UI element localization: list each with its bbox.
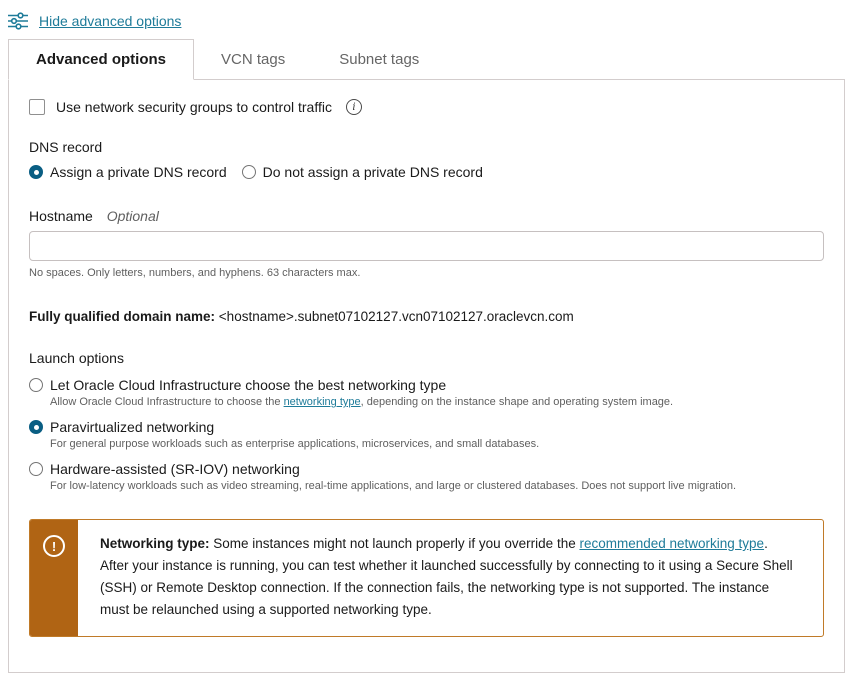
radio-assign-private-dns[interactable] xyxy=(29,164,227,180)
advanced-options-panel xyxy=(8,79,845,673)
fqdn-label: Fully qualified domain name: xyxy=(29,309,216,324)
radio-sriov-networking[interactable] xyxy=(29,461,824,477)
launch-option-auto xyxy=(29,377,824,408)
radio-label: Let Oracle Cloud Infrastructure choose the best networking type xyxy=(50,377,447,393)
radio-label: Assign a private DNS record xyxy=(50,164,227,180)
radio-label: Do not assign a private DNS record xyxy=(262,164,483,180)
hostname-helper-text: No spaces. Only letters, numbers, and hyphens. 63 characters max. xyxy=(29,267,361,279)
hostname-optional-label: Optional xyxy=(106,208,159,224)
hostname-input[interactable] xyxy=(29,231,824,261)
network-security-groups-row xyxy=(29,99,824,115)
launch-option-auto-description: Allow Oracle Cloud Infrastructure to choose the networking type, depending on the instance shape and operating system image. xyxy=(50,396,674,408)
launch-option-paravirtualized xyxy=(29,419,824,450)
tab-vcn-tags[interactable]: VCN tags xyxy=(221,50,286,68)
launch-option-sriov xyxy=(29,461,824,492)
fqdn-value: <hostname>.subnet07102127.vcn07102127.oraclevcn.com xyxy=(218,309,574,324)
radio-unselected-icon[interactable] xyxy=(29,378,43,392)
radio-unselected-icon[interactable] xyxy=(242,165,256,179)
launch-option-sriov-description: For low-latency workloads such as video streaming, real-time applications, and large or clustered databases. Does not support live migration. xyxy=(50,480,737,492)
radio-auto-networking[interactable] xyxy=(29,377,824,393)
dns-record-options xyxy=(29,164,824,180)
radio-selected-icon[interactable] xyxy=(29,420,43,434)
warning-icon: ! xyxy=(43,535,65,557)
networking-type-warning xyxy=(29,519,824,637)
radio-no-private-dns[interactable] xyxy=(242,164,483,180)
radio-unselected-icon[interactable] xyxy=(29,462,43,476)
nsg-checkbox-label: Use network security groups to control traffic xyxy=(56,99,332,115)
launch-option-paravirtualized-description: For general purpose workloads such as enterprise applications, microservices, and small databases. xyxy=(50,438,540,450)
tab-bar xyxy=(8,39,854,79)
dns-record-label: DNS record xyxy=(29,139,103,155)
radio-label: Hardware-assisted (SR-IOV) networking xyxy=(50,461,300,477)
radio-label: Paravirtualized networking xyxy=(50,419,215,435)
warning-title: Networking type: xyxy=(100,536,210,551)
tab-advanced-options[interactable]: Advanced options xyxy=(8,39,194,80)
tab-subnet-tags[interactable]: Subnet tags xyxy=(339,50,420,68)
info-icon[interactable]: i xyxy=(346,99,362,115)
sliders-icon xyxy=(8,12,28,30)
fqdn-line xyxy=(29,309,824,324)
hostname-label-row xyxy=(29,208,824,224)
warning-strip xyxy=(30,520,78,636)
hostname-label: Hostname xyxy=(29,208,93,224)
radio-selected-icon[interactable] xyxy=(29,165,43,179)
hide-advanced-options-link[interactable]: Hide advanced options xyxy=(39,12,182,29)
networking-type-link[interactable]: networking type xyxy=(283,396,361,408)
advanced-options-toggle-row xyxy=(0,0,854,30)
launch-options-label: Launch options xyxy=(29,350,124,366)
recommended-networking-type-link[interactable]: recommended networking type xyxy=(579,536,765,551)
nsg-checkbox[interactable] xyxy=(29,99,45,115)
radio-paravirtualized-networking[interactable] xyxy=(29,419,824,435)
warning-text: Networking type: Some instances might not launch properly if you override the recommended networking type. After your instance is running, you can test whether it launched successfully by connecting to it using a Secure Shell (SSH) or Remote Desktop connection. If the connection fails, the networking type is not supported. The instance must be relaunched using a supported networking type. xyxy=(100,536,793,617)
